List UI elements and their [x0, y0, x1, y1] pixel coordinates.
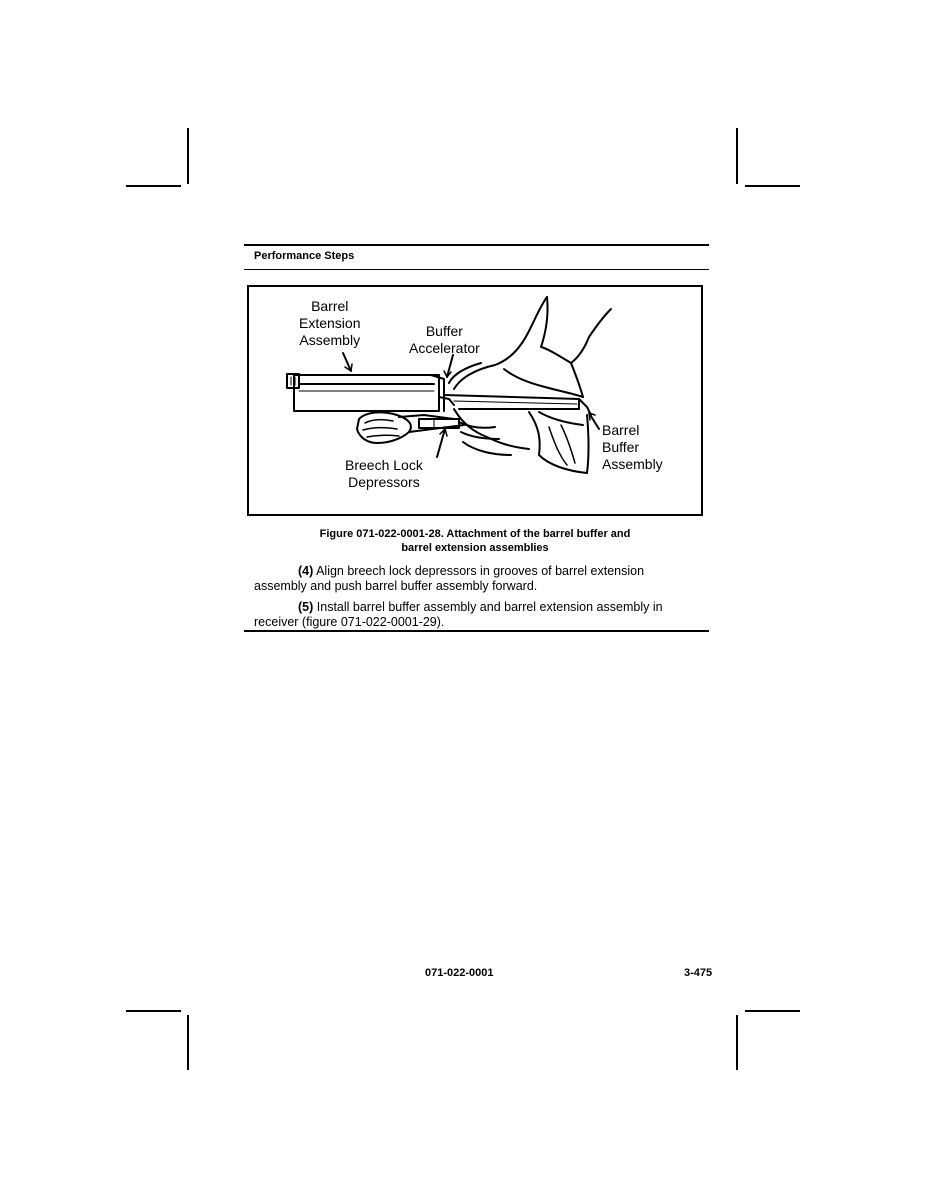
section-heading: Performance Steps [254, 250, 355, 262]
step-5-continuation: receiver (figure 071-022-0001-29). [254, 615, 445, 629]
label-barrel-buffer-assembly: Barrel Buffer Assembly [602, 422, 663, 472]
step-4-number: (4) [298, 564, 314, 578]
step-5 [254, 600, 704, 630]
step-4-text: Align breech lock depressors in grooves of barrel extension [316, 564, 645, 578]
crop-mark-top-left-vertical [187, 128, 189, 184]
figure-box [247, 285, 703, 516]
figure-caption [247, 527, 703, 555]
header-top-rule [244, 244, 709, 246]
footer-doc-number: 071-022-0001 [425, 967, 494, 979]
step-4 [254, 564, 704, 594]
crop-mark-top-right-horizontal [745, 185, 800, 187]
footer-page-number: 3-475 [684, 967, 713, 979]
header-bottom-rule [244, 269, 709, 270]
crop-mark-top-left-horizontal [126, 185, 181, 187]
crop-mark-bottom-right-vertical [736, 1015, 738, 1070]
step-4-continuation: assembly and push barrel buffer assembly forward. [254, 579, 538, 593]
step-5-text: Install barrel buffer assembly and barrel extension assembly in [316, 600, 663, 614]
label-barrel-extension-assembly: Barrel Extension Assembly [299, 298, 361, 348]
label-breech-lock-depressors: Breech Lock Depressors [345, 457, 423, 490]
crop-mark-top-right-vertical [736, 128, 738, 184]
caption-line-2: barrel extension assemblies [401, 542, 549, 554]
step-5-number: (5) [298, 600, 314, 614]
crop-mark-bottom-left-horizontal [126, 1010, 181, 1012]
crop-mark-bottom-left-vertical [187, 1015, 189, 1070]
caption-line-1: Figure 071-022-0001-28. Attachment of the barrel buffer and [319, 528, 631, 540]
section-bottom-rule [244, 630, 709, 632]
label-buffer-accelerator: Buffer Accelerator [409, 323, 480, 356]
crop-mark-bottom-right-horizontal [745, 1010, 800, 1012]
